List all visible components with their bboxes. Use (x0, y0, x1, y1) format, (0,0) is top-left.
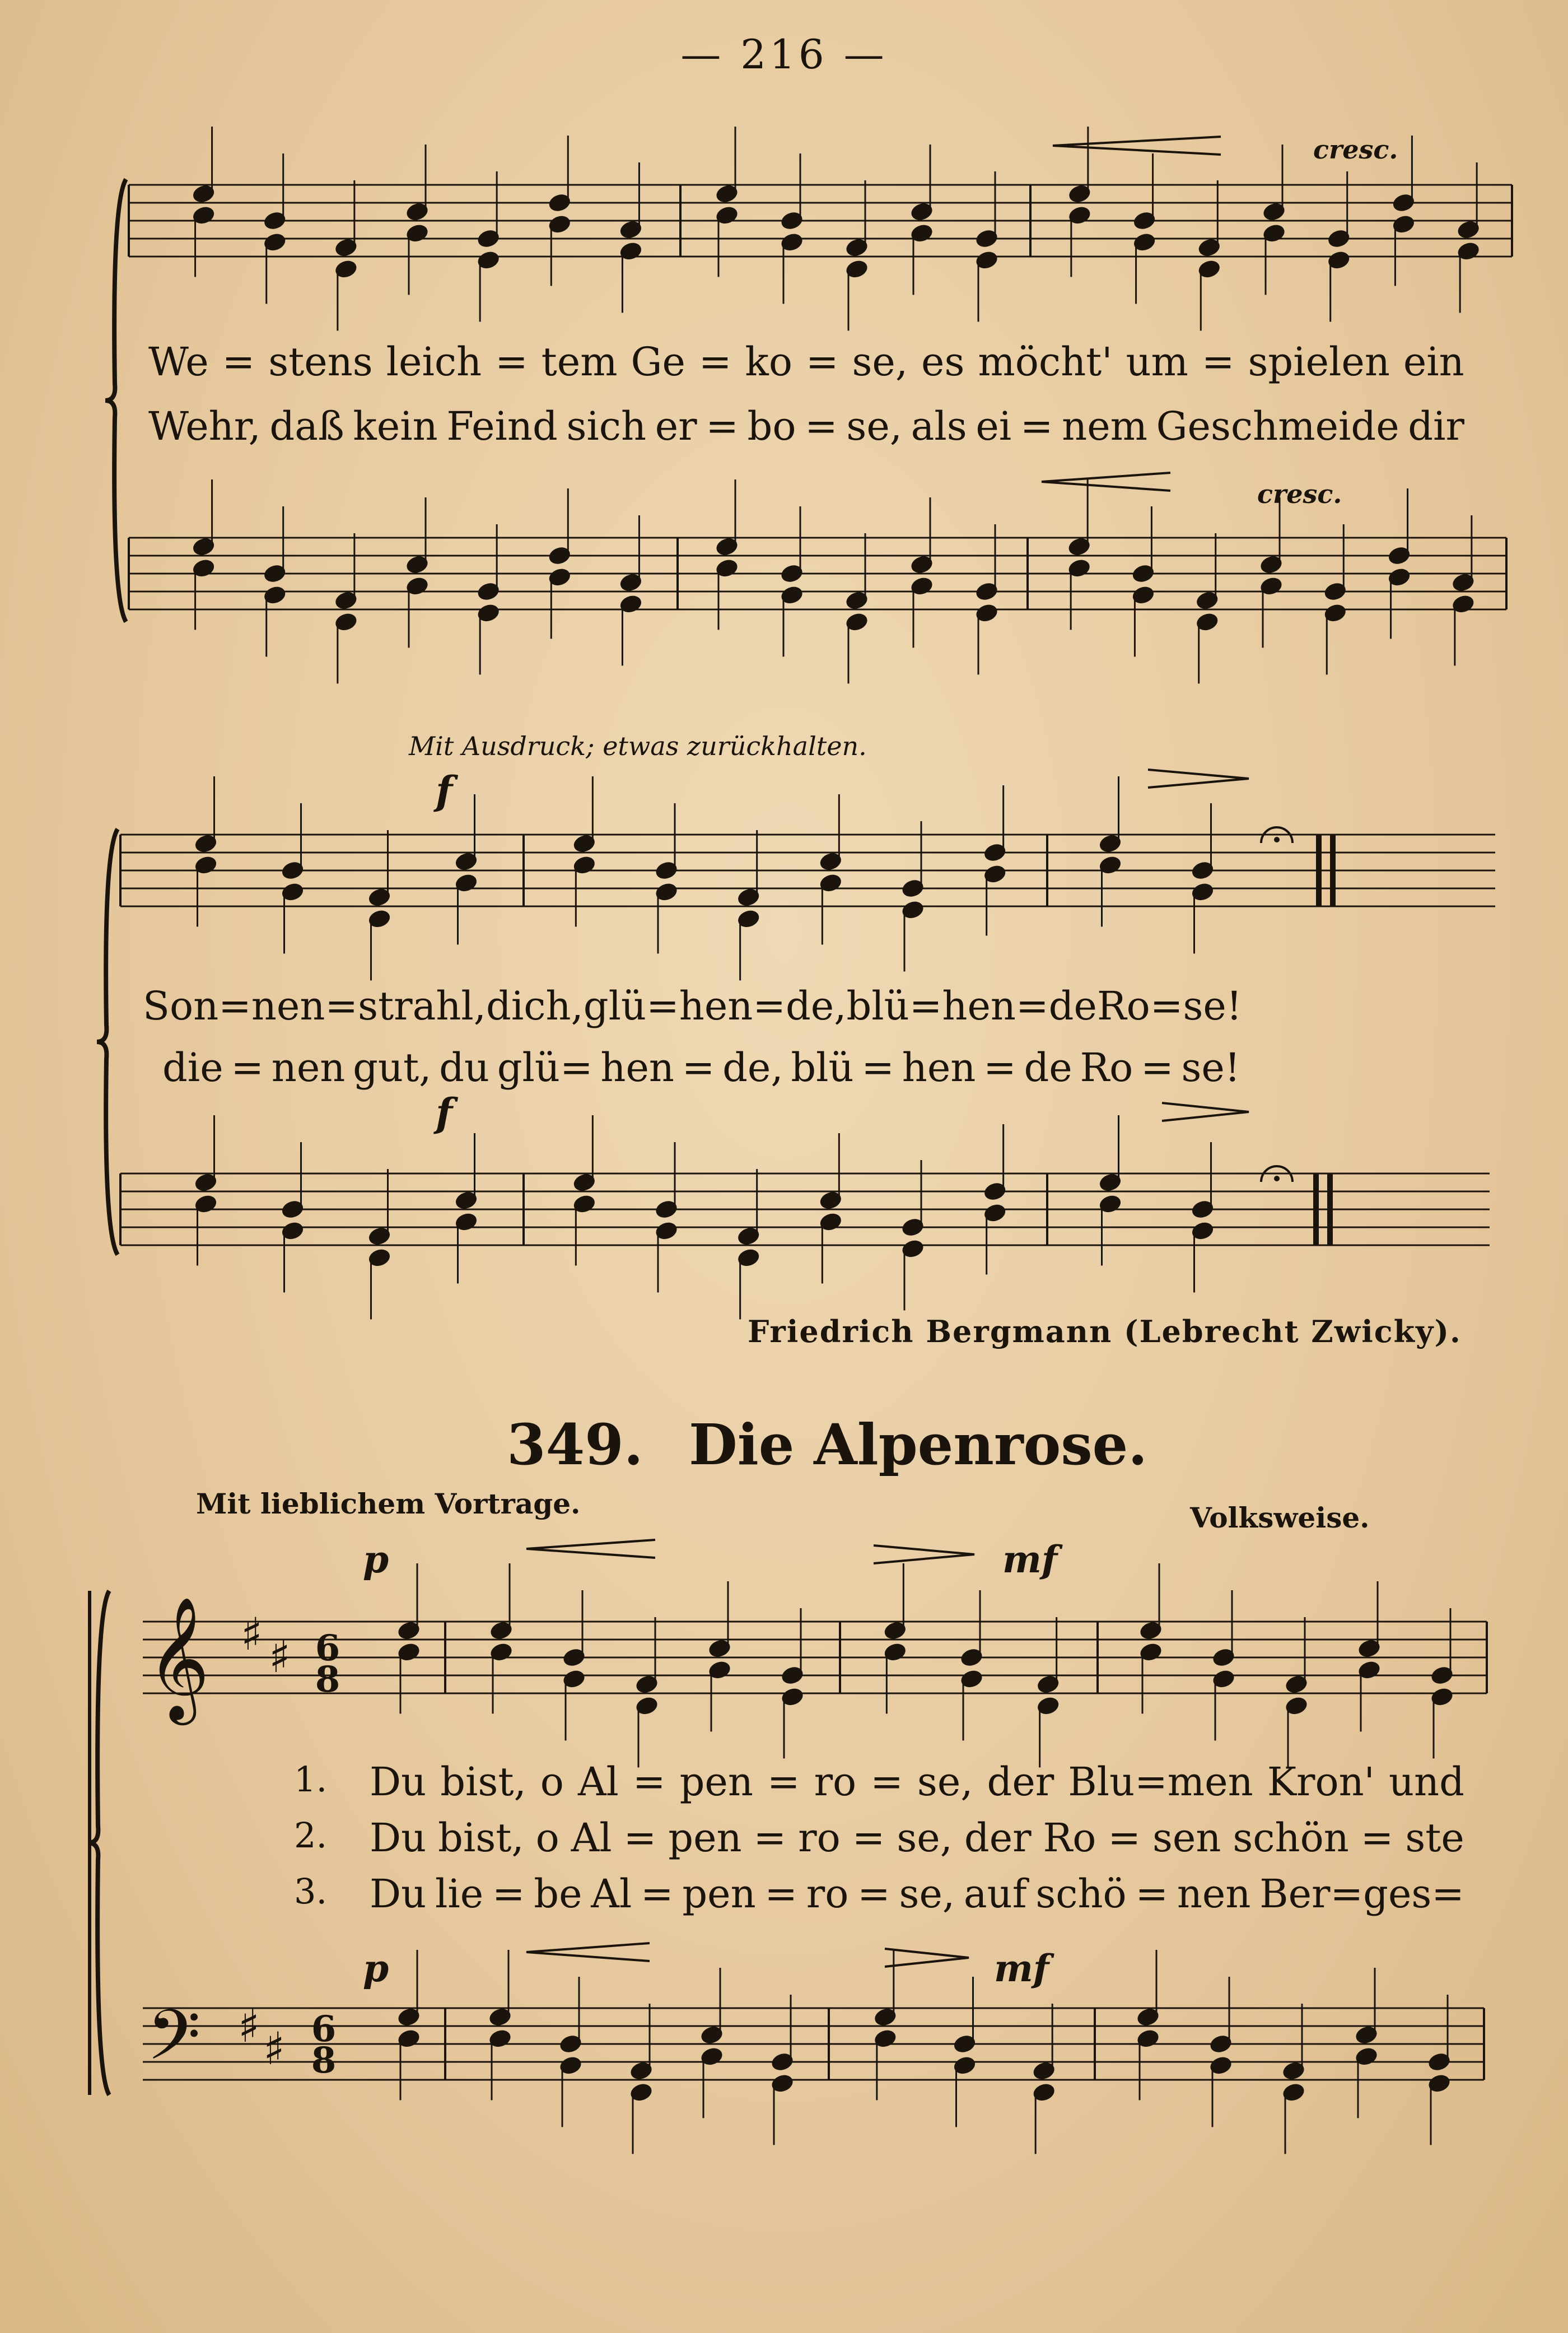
lyric-syllable: kein (353, 403, 438, 449)
lyric-syllable: Ge (631, 339, 685, 385)
lyric-syllable: der (964, 1815, 1032, 1861)
bass-clef-icon: 𝄢 (147, 1995, 201, 2093)
lyric-syllable: nen (1177, 1871, 1251, 1917)
decrescendo-hairpin (874, 1545, 974, 1563)
attribution: Friedrich Bergmann (Lebrecht Zwicky). (748, 1314, 1462, 1349)
time-numerator: 6 (311, 2008, 337, 2050)
lyric-syllable: = (231, 1045, 264, 1091)
lyric-syllable: pen (682, 1871, 756, 1917)
lyric-syllable: Al (591, 1871, 632, 1917)
time-signature-treble (311, 1627, 344, 1701)
lyric-syllable: = (857, 1871, 890, 1917)
lyric-syllable: = (753, 983, 786, 1029)
piano-bottom: p (363, 1947, 389, 1990)
lyric-syllable: de (1048, 983, 1097, 1029)
sharp-icon: ♯ (263, 2023, 285, 2075)
tempo-marking: Mit Ausdruck; etwas zurückhalten. (409, 731, 867, 761)
system-brace (88, 1591, 109, 2095)
lyric-syllable: als (911, 403, 967, 449)
lyric-syllable: = (1201, 339, 1235, 385)
lyric-syllable: Al (577, 1759, 619, 1805)
lyric-syllable: = (632, 1759, 666, 1805)
verse-number: 1. (294, 1759, 328, 1800)
sharp-icon: ♯ (238, 2000, 260, 2052)
system1-verse2 (148, 403, 1464, 449)
lyric-syllable: Ber=ges= (1259, 1871, 1464, 1917)
verse-number: 2. (294, 1815, 328, 1856)
lyric-syllable: = (861, 1045, 895, 1091)
lyric-syllable: hen (600, 1045, 674, 1091)
lyric-syllable: Son=nen=strahl, (143, 983, 487, 1029)
lyric-syllable: spielen (1248, 339, 1390, 385)
lyric-syllable: Ro (1080, 1045, 1133, 1091)
lyric-syllable: Al (571, 1815, 612, 1861)
system1-verse1 (148, 339, 1464, 385)
lyric-syllable: lie (435, 1871, 484, 1917)
lyric-syllable: sich (566, 403, 647, 449)
lyric-syllable: = (698, 339, 732, 385)
lyric-syllable: schö (1035, 1871, 1127, 1917)
mezzoforte-bottom: mf (994, 1947, 1049, 1990)
lyric-syllable: blü (791, 1045, 854, 1091)
lyric-syllable: du (439, 1045, 489, 1091)
lyric-syllable: We (148, 339, 209, 385)
lyric-syllable: ko (745, 339, 792, 385)
crescendo-hairpin (1042, 473, 1170, 491)
lyric-syllable: = (909, 983, 942, 1029)
lyric-syllable: = (706, 403, 739, 449)
system2-verse1 (143, 983, 1240, 1029)
lyric-syllable: se, (899, 1871, 955, 1917)
lyric-syllable: = (753, 1815, 787, 1861)
verse-number: 3. (294, 1871, 328, 1912)
system-brace (97, 829, 118, 1255)
lyric-syllable: der (987, 1759, 1054, 1805)
lyric-syllable: bist, (438, 1815, 524, 1861)
lyric-syllable: o (540, 1759, 564, 1805)
lyric-syllable: möcht' (978, 339, 1113, 385)
lyric-syllable: hen (942, 983, 1016, 1029)
lyric-syllable: ei (976, 403, 1012, 449)
cresc-marking-bottom: cresc. (1257, 479, 1342, 509)
lyric-syllable: = (764, 1871, 798, 1917)
lyric-syllable: = (682, 1045, 715, 1091)
crescendo-hairpin (1053, 137, 1221, 155)
time-denominator: 8 (315, 1659, 340, 1701)
lyric-syllable: = (492, 1871, 525, 1917)
lyric-syllable: hen (679, 983, 753, 1029)
lyric-syllable: ste (1405, 1815, 1464, 1861)
decrescendo-hairpin (1148, 770, 1249, 788)
lyric-syllable: Du (370, 1815, 427, 1861)
lyric-syllable: = (623, 1815, 657, 1861)
lyric-syllable: schön (1233, 1815, 1349, 1861)
lyric-syllable: = (805, 403, 838, 449)
lyric-syllable: glü= (497, 1045, 593, 1091)
decrescendo-hairpin (1162, 1103, 1249, 1121)
fermata-dot (1274, 837, 1280, 842)
lyric-syllable: Ro (1096, 983, 1150, 1029)
lyric-syllable: = (1016, 983, 1049, 1029)
lyric-syllable: = (870, 1759, 903, 1805)
lyric-syllable: nem (1062, 403, 1147, 449)
song-verse1 (370, 1759, 1464, 1805)
system2-verse2 (162, 1045, 1240, 1091)
sharp-icon: ♯ (269, 1631, 291, 1683)
lyric-syllable: = (1360, 1815, 1394, 1861)
lyric-syllable: se! (1181, 1045, 1240, 1091)
lyric-syllable: = (767, 1759, 800, 1805)
lyric-syllable: = (222, 339, 255, 385)
cresc-marking-top: cresc. (1313, 134, 1398, 165)
lyric-syllable: = (1135, 1871, 1169, 1917)
time-denominator: 8 (311, 2039, 337, 2081)
piano-top: p (363, 1538, 389, 1581)
song-tempo: Mit lieblichem Vortrage. (196, 1487, 581, 1520)
song-number: 349. (507, 1412, 643, 1478)
lyric-syllable: ro (814, 1759, 857, 1805)
lyric-syllable: Geschmeide (1156, 403, 1399, 449)
lyric-syllable: hen (902, 1045, 976, 1091)
lyric-syllable: die (162, 1045, 223, 1091)
lyric-syllable: = (1020, 403, 1053, 449)
crescendo-hairpin (526, 1540, 655, 1558)
lyric-syllable: pen (679, 1759, 753, 1805)
lyric-syllable: er (655, 403, 697, 449)
lyric-syllable: und (1388, 1759, 1464, 1805)
lyric-syllable: daß (269, 403, 344, 449)
time-numerator: 6 (315, 1627, 340, 1669)
lyric-syllable: = (495, 339, 528, 385)
lyric-syllable: auf (963, 1871, 1027, 1917)
lyric-syllable: se, (852, 339, 908, 385)
lyric-syllable: = (1108, 1815, 1141, 1861)
lyric-syllable: ein (1403, 339, 1464, 385)
lyric-syllable: = (983, 1045, 1016, 1091)
song-verse3 (370, 1871, 1464, 1917)
lyric-syllable: tem (541, 339, 618, 385)
lyric-syllable: Feind (446, 403, 558, 449)
lyric-syllable: = (1150, 983, 1183, 1029)
crescendo-hairpin (526, 1943, 650, 1961)
song-source: Volksweise. (1190, 1501, 1370, 1534)
forte-top: f (436, 767, 453, 814)
lyric-syllable: Blu=men (1068, 1759, 1253, 1805)
forte-bottom: f (436, 1089, 453, 1136)
system-brace (105, 179, 126, 622)
lyric-syllable: be (534, 1871, 582, 1917)
lyric-syllable: bo (747, 403, 796, 449)
lyric-syllable: ro (806, 1871, 849, 1917)
lyric-syllable: ro (798, 1815, 841, 1861)
lyric-syllable: = (640, 1871, 674, 1917)
lyric-syllable: um (1126, 339, 1188, 385)
treble-clef-icon: 𝄞 (147, 1596, 210, 1720)
lyric-syllable: gut, (353, 1045, 432, 1091)
lyric-syllable: de (1024, 1045, 1072, 1091)
song-verse2 (370, 1815, 1464, 1861)
mezzoforte-top: mf (1002, 1538, 1058, 1581)
lyric-syllable: Kron' (1267, 1759, 1375, 1805)
lyric-syllable: se! (1183, 983, 1242, 1029)
lyric-syllable: = (805, 339, 839, 385)
lyric-syllable: dich, (486, 983, 584, 1029)
lyric-syllable: Ro (1043, 1815, 1096, 1861)
lyric-syllable: dir (1408, 403, 1464, 449)
lyric-syllable: de, (722, 1045, 783, 1091)
lyric-syllable: se, (846, 403, 903, 449)
lyric-syllable: = (1141, 1045, 1174, 1091)
lyric-syllable: blü (846, 983, 909, 1029)
decrescendo-hairpin (885, 1949, 969, 1967)
lyric-syllable: es (921, 339, 965, 385)
time-signature-bass (307, 2008, 340, 2081)
lyric-syllable: leich (386, 339, 482, 385)
fermata-dot (1274, 1176, 1280, 1181)
page-number: — 216 — (680, 31, 888, 78)
lyric-syllable: glü= (583, 983, 679, 1029)
lyric-syllable: Du (370, 1759, 427, 1805)
lyric-syllable: sen (1152, 1815, 1221, 1861)
lyric-syllable: = (852, 1815, 885, 1861)
lyric-syllable: nen (271, 1045, 346, 1091)
lyric-syllable: pen (668, 1815, 742, 1861)
lyric-syllable: o (535, 1815, 559, 1861)
lyric-syllable: de, (785, 983, 847, 1029)
lyric-syllable: Wehr, (148, 403, 261, 449)
lyric-syllable: Du (370, 1871, 427, 1917)
song-title: Die Alpenrose. (689, 1412, 1148, 1478)
lyric-syllable: se, (897, 1815, 953, 1861)
lyric-syllable: bist, (440, 1759, 526, 1805)
sharp-icon: ♯ (241, 1608, 263, 1660)
lyric-syllable: stens (268, 339, 373, 385)
lyric-syllable: se, (917, 1759, 973, 1805)
